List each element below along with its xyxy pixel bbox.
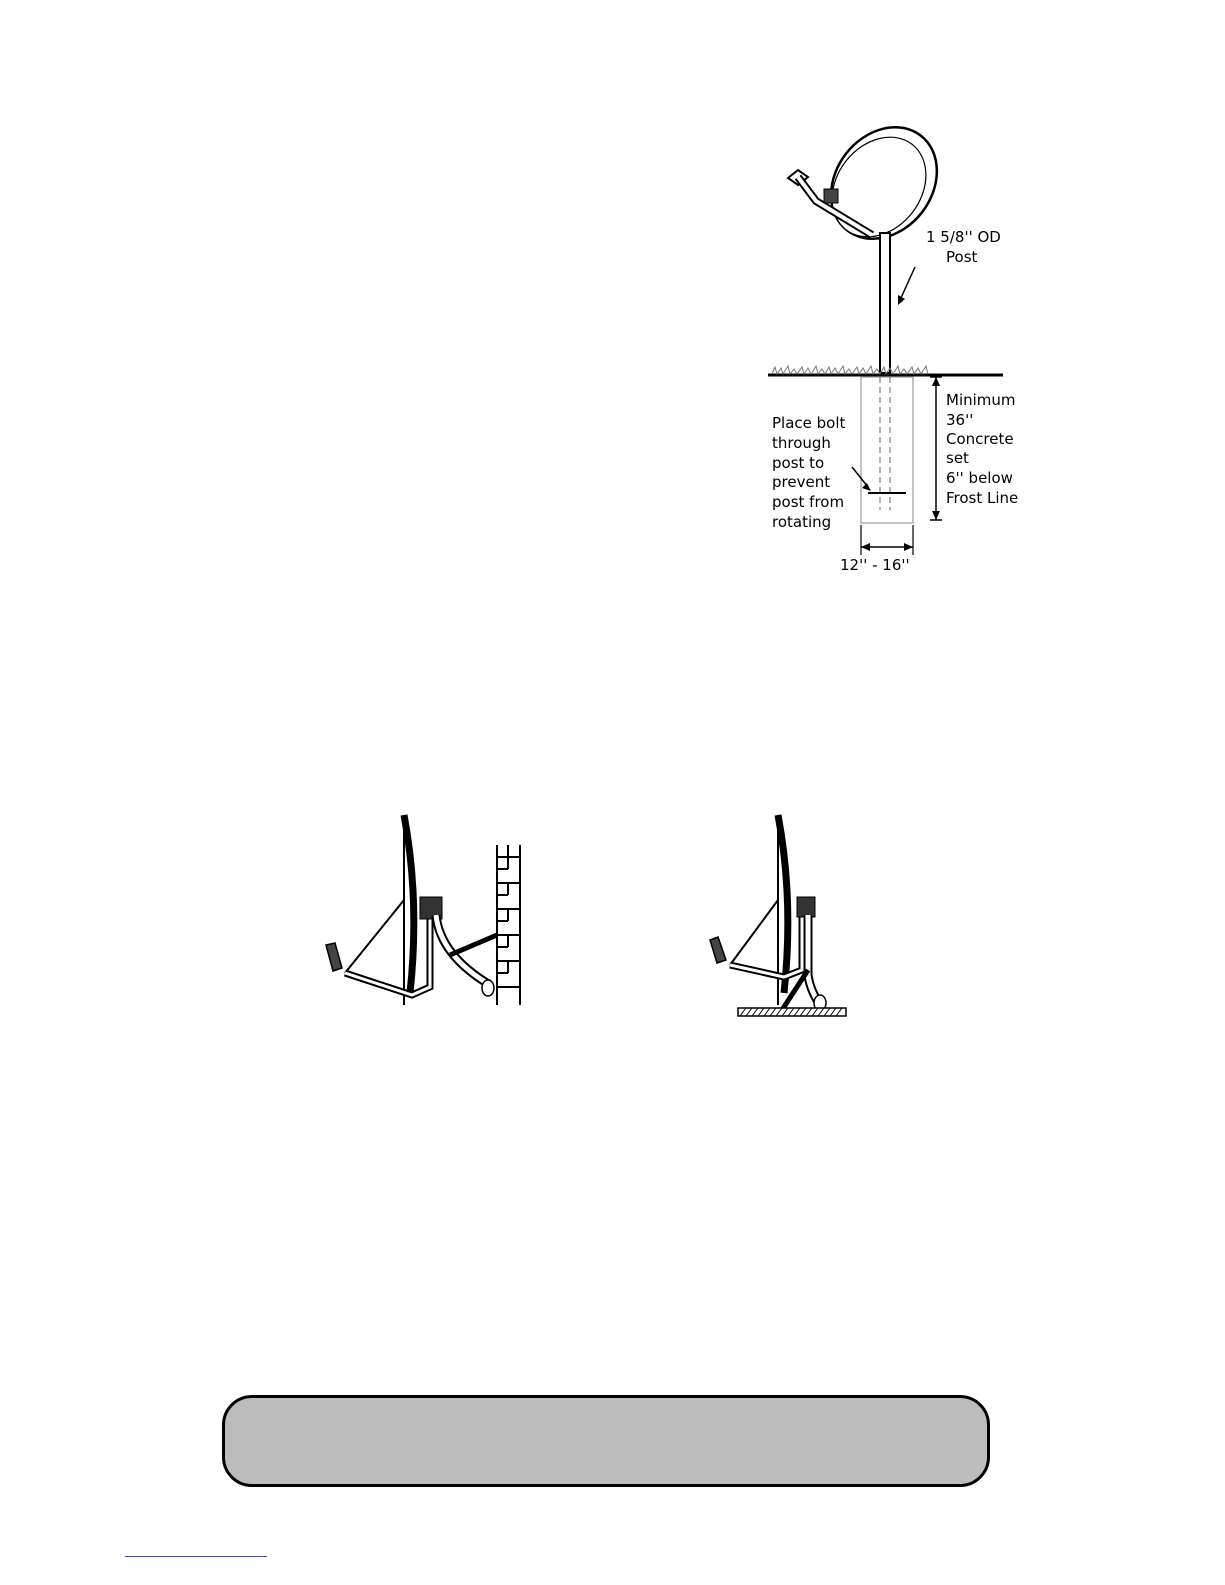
roof-mount-diagram — [700, 805, 860, 1030]
bolt-label-line: post to — [772, 454, 825, 472]
depth-label-line: set — [946, 449, 969, 467]
bolt-label-line: post from — [772, 493, 845, 511]
depth-label-line: Minimum — [946, 391, 1016, 409]
post — [880, 233, 890, 373]
bolt-label-line: through — [772, 434, 831, 452]
width-label: 12'' - 16'' — [840, 556, 910, 574]
post-label-arrow — [898, 267, 915, 305]
concrete-hole — [861, 377, 913, 523]
post-label-line1: 1 5/8'' OD — [926, 228, 1001, 246]
width-dimension — [861, 525, 913, 555]
depth-label-line: Frost Line — [946, 489, 1019, 507]
bolt-label-line: rotating — [772, 513, 832, 531]
bolt-label-line: prevent — [772, 473, 831, 491]
post-mount-illustration — [760, 115, 1060, 585]
mounting-surface — [738, 1008, 846, 1016]
bolt-label-line: Place bolt — [772, 414, 846, 432]
depth-label-line: 6'' below — [946, 469, 1013, 487]
brick-wall — [497, 845, 520, 1005]
wall-mount-illustration — [300, 805, 540, 1020]
depth-label-line: Concrete — [946, 430, 1014, 448]
roof-mount-illustration — [700, 805, 860, 1030]
depth-dimension — [930, 377, 942, 520]
note-box — [222, 1395, 990, 1487]
depth-label-line: 36'' — [946, 411, 974, 429]
ground-post-mount-diagram — [760, 115, 1060, 585]
wall-mount-diagram — [300, 805, 540, 1020]
post-label-line2: Post — [946, 248, 978, 266]
dish-side-view — [404, 815, 414, 1005]
footer-link-underline[interactable] — [125, 1556, 267, 1557]
